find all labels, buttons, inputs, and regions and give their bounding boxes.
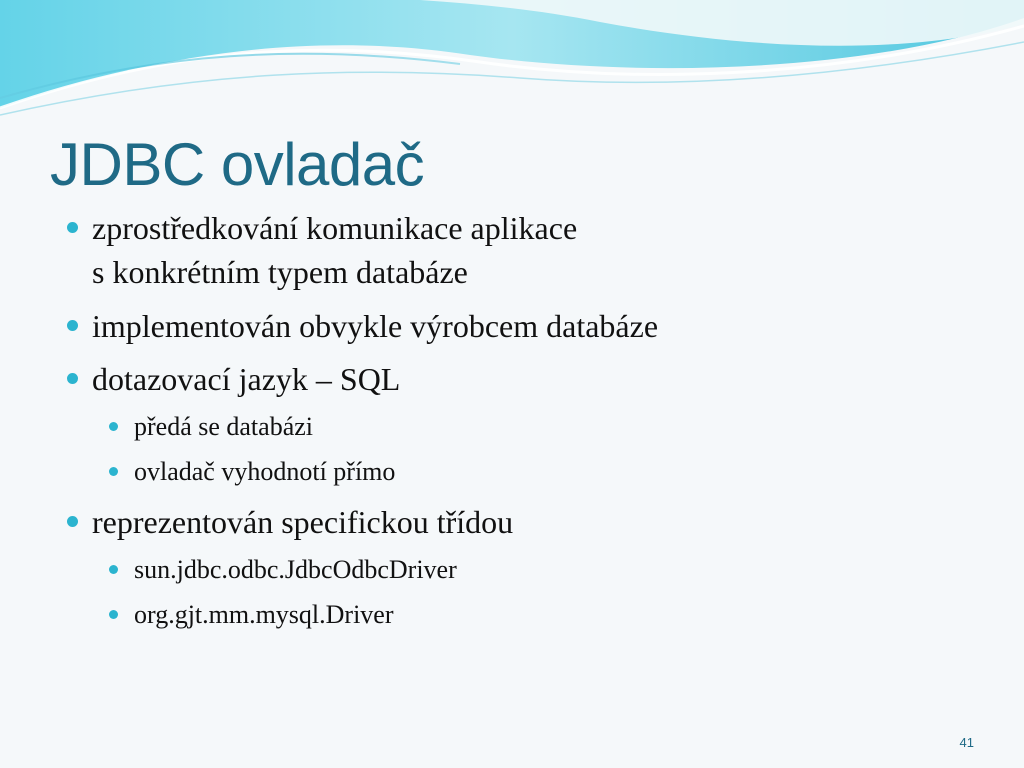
slide-title: JDBC ovladač (50, 131, 425, 198)
sub-bullet-text: předá se databázi (134, 412, 314, 441)
bullet-dot-icon (109, 610, 118, 619)
bullet-dot-icon (67, 222, 78, 233)
slide-number: 41 (959, 735, 974, 750)
bullet-text: dotazovací jazyk – SQL (92, 361, 401, 397)
bullet-text: zprostředkování komunikace aplikace (92, 210, 578, 246)
bullet-text: s konkrétním typem databáze (92, 254, 468, 290)
bullet-item (92, 304, 658, 348)
bullet-dot-icon (109, 422, 118, 431)
bullet-dot-icon (109, 565, 118, 574)
bullet-dot-icon (67, 373, 78, 384)
sub-bullet-item (134, 598, 394, 632)
sub-bullet-item (134, 553, 457, 587)
bullet-text: implementován obvykle výrobcem databáze (92, 308, 659, 344)
sub-bullet-item (134, 410, 313, 444)
sub-bullet-text: ovladač vyhodnotí přímo (134, 457, 396, 486)
bullet-item (92, 357, 400, 401)
bullet-dot-icon (67, 516, 78, 527)
bullet-dot-icon (109, 467, 118, 476)
bullet-item (92, 206, 577, 294)
wave-header-decoration (0, 0, 1024, 130)
bullet-item (92, 500, 513, 544)
bullet-text: reprezentován specifickou třídou (92, 504, 514, 540)
sub-bullet-item (134, 455, 395, 489)
sub-bullet-text: org.gjt.mm.mysql.Driver (134, 600, 394, 629)
bullet-dot-icon (67, 320, 78, 331)
sub-bullet-text: sun.jdbc.odbc.JdbcOdbcDriver (134, 555, 457, 584)
